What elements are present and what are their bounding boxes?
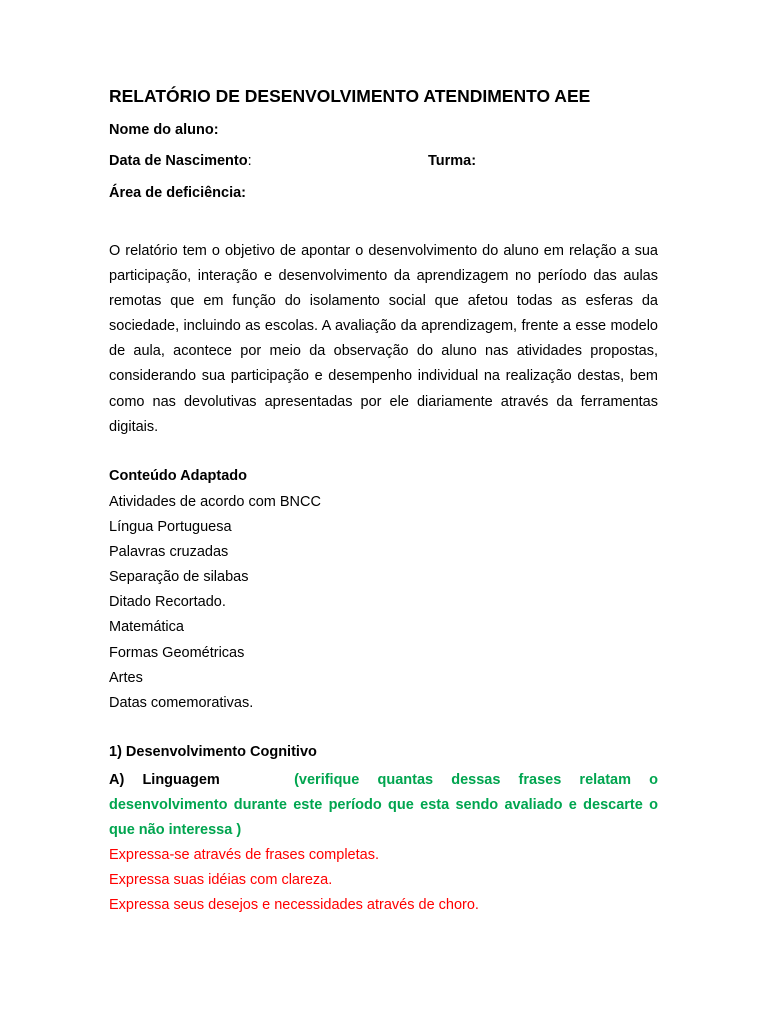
list-item: Matemática <box>109 619 184 636</box>
birth-date-field <box>109 153 252 169</box>
language-statements-list <box>109 843 479 918</box>
list-item: Datas comemorativas. <box>109 694 254 711</box>
list-item: Separação de silabas <box>109 569 249 586</box>
list-item: Expressa seus desejos e necessidades através de choro. <box>109 897 479 914</box>
list-item: Atividades de acordo com BNCC <box>109 494 321 510</box>
list-item: Artes <box>109 669 143 686</box>
list-item: Formas Geométricas <box>109 644 245 661</box>
birth-date-label: Data de Nascimento <box>109 153 248 169</box>
instruction-note: (verifique quantas dessas frases relatam o desenvolvimento durante este período que esta sendo avaliado e descarte o que não interessa ) <box>109 772 659 839</box>
list-item: Ditado Recortado. <box>109 594 226 611</box>
list-item: Expressa suas idéias com clareza. <box>109 872 333 889</box>
intro-paragraph: O relatório tem o objetivo de apontar o desenvolvimento do aluno em relação a sua participação, interação e desenvolvimento da aprendizagem no período das aulas remotas que em função do isolamento social que afetou todas as esferas da sociedade, incluindo as escolas. A avaliação da aprendizagem, frente a esse modelo de aula, acontece por meio da observação do aluno nas atividades propostas, considerando sua participação e desempenho individual na realização destas, bem como nas devolutivas apresentadas por ele diariamente através da ferramentas digitais. <box>109 243 658 435</box>
list-item: Palavras cruzadas <box>109 544 229 561</box>
list-item: Língua Portuguesa <box>109 519 232 536</box>
class-label: Turma: <box>428 153 477 169</box>
birth-date-colon: : <box>247 153 252 169</box>
document-title: RELATÓRIO DE DESENVOLVIMENTO ATENDIMENTO AEE <box>109 86 591 106</box>
student-name-label: Nome do aluno: <box>109 122 219 138</box>
language-subheading: A) Linguagem <box>109 772 220 788</box>
cognitive-heading: 1) Desenvolvimento Cognitivo <box>109 744 317 760</box>
adapted-content-list <box>109 490 321 716</box>
list-item: Expressa-se através de frases completas. <box>109 847 379 863</box>
language-block <box>109 768 658 843</box>
adapted-content-heading: Conteúdo Adaptado <box>109 468 247 484</box>
disability-area-label: Área de deficiência: <box>109 185 246 201</box>
